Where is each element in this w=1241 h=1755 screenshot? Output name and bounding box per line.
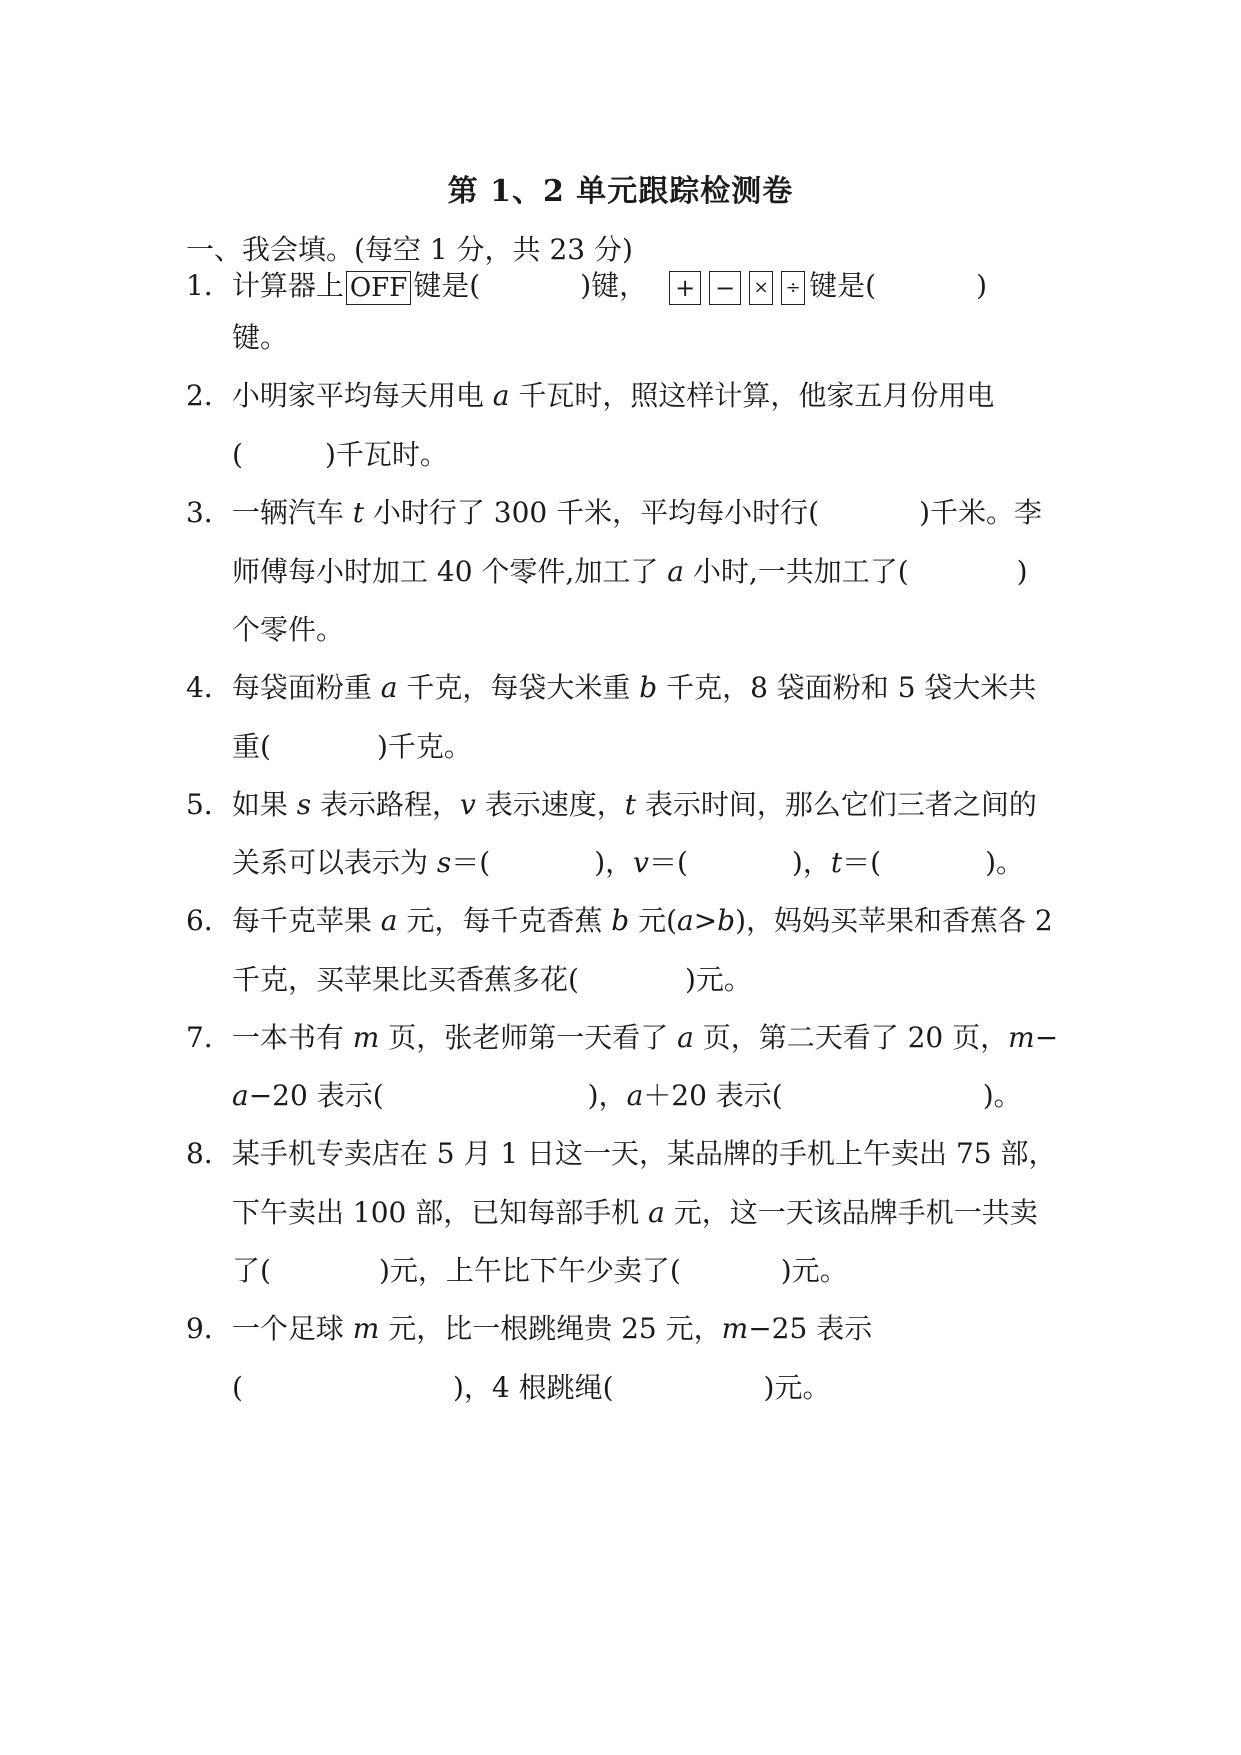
section-heading: 一、我会填。(每空 1 分，共 23 分)	[186, 233, 633, 266]
minus-key-icon: −	[709, 271, 741, 305]
question-7-line-2: a−20 表示( )，a＋20 表示( )。	[232, 1079, 1022, 1112]
question-6: 6．每千克苹果 a 元，每千克香蕉 b 元(a>b)，妈妈买苹果和香蕉各 2	[186, 904, 1053, 937]
question-5-line-2: 关系可以表示为 s＝( )，v＝( )，t＝( )。	[232, 846, 1024, 879]
divide-key-icon: ÷	[781, 271, 805, 305]
question-6-line-2: 千克，买苹果比买香蕉多花( )元。	[232, 963, 752, 996]
question-3-line-2: 师傅每小时加工 40 个零件,加工了 a 小时,一共加工了( )	[232, 555, 1028, 588]
question-5: 5．如果 s 表示路程，v 表示速度，t 表示时间，那么它们三者之间的	[186, 788, 1037, 821]
times-key-icon: ×	[749, 271, 773, 305]
question-4-line-2: 重( )千克。	[232, 730, 472, 763]
page-title: 第 1、2 单元跟踪检测卷	[447, 174, 794, 209]
question-9: 9．一个足球 m 元，比一根跳绳贵 25 元，m−25 表示	[186, 1312, 873, 1345]
plus-key-icon: +	[669, 271, 701, 305]
question-7: 7．一本书有 m 页，张老师第一天看了 a 页，第二天看了 20 页，m−	[186, 1021, 1059, 1054]
question-2: 2．小明家平均每天用电 a 千瓦时，照这样计算，他家五月份用电	[186, 379, 995, 412]
question-3-line-3: 个零件。	[232, 613, 345, 646]
question-2-line-2: ( )千瓦时。	[232, 438, 448, 471]
off-key-icon: OFF	[346, 271, 411, 305]
question-3: 3．一辆汽车 t 小时行了 300 千米，平均每小时行( )千米。李	[186, 496, 1043, 529]
question-8-line-3: 了( )元，上午比下午少卖了( )元。	[232, 1254, 848, 1287]
question-8: 8．某手机专卖店在 5 月 1 日这一天，某品牌的手机上午卖出 75 部，	[186, 1137, 1057, 1170]
question-4: 4．每袋面粉重 a 千克，每袋大米重 b 千克，8 袋面粉和 5 袋大米共	[186, 671, 1037, 704]
question-8-line-2: 下午卖出 100 部，已知每部手机 a 元，这一天该品牌手机一共卖	[232, 1196, 1038, 1229]
question-1-line-2: 键。	[232, 321, 289, 354]
question-9-line-2: ( )，4 根跳绳( )元。	[232, 1371, 831, 1404]
question-1: 1．计算器上 OFF 键是( )键， + − × ÷ 键是( )	[186, 269, 987, 303]
